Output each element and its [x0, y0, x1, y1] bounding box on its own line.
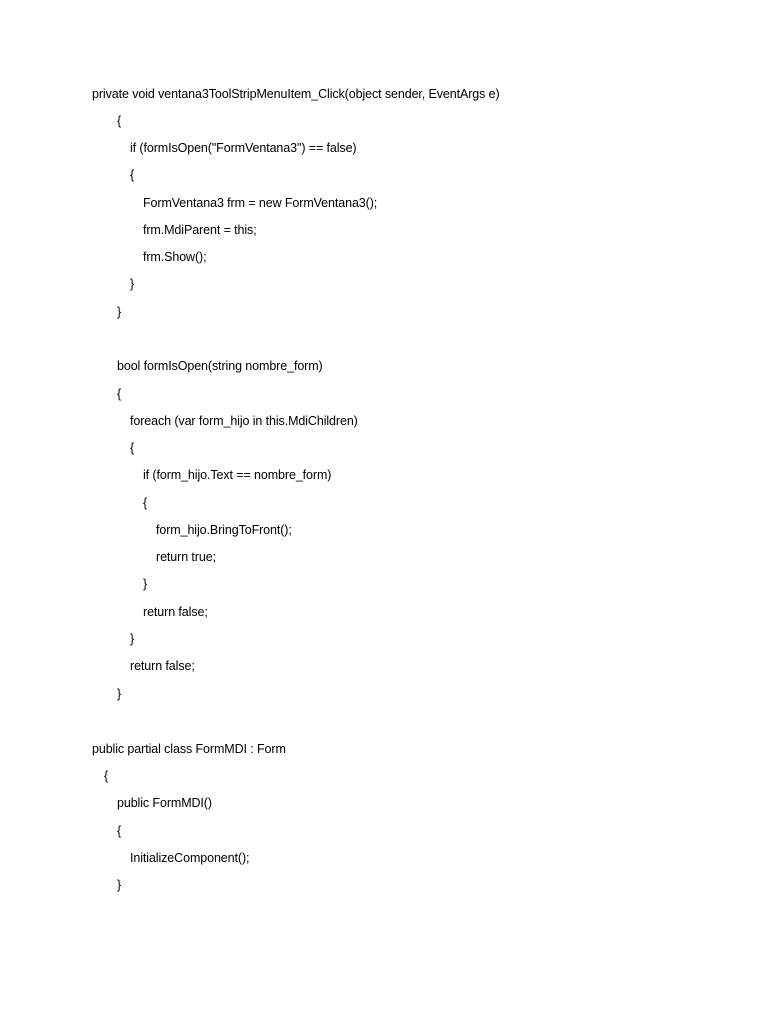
code-line-return-true: return true; — [156, 550, 216, 564]
code-line-open-brace: { — [130, 441, 135, 455]
code-line-open-brace: { — [143, 496, 148, 510]
code-line-close-brace: } — [117, 305, 122, 319]
code-line-open-brace: { — [117, 387, 122, 401]
code-line-constructor: public FormMDI() — [117, 796, 212, 810]
code-line-close-brace: } — [130, 277, 135, 291]
code-line-close-brace: } — [130, 632, 135, 646]
code-line-class-declaration: public partial class FormMDI : Form — [92, 742, 286, 756]
code-line-close-brace: } — [117, 687, 122, 701]
code-line-mdi-parent: frm.MdiParent = this; — [143, 223, 257, 237]
code-line-close-brace: } — [143, 577, 148, 591]
code-line-foreach: foreach (var form_hijo in this.MdiChildren) — [130, 414, 358, 428]
code-line-open-brace: { — [117, 114, 122, 128]
code-line-new-form: FormVentana3 frm = new FormVentana3(); — [143, 196, 378, 210]
code-line-form-is-open-signature: bool formIsOpen(string nombre_form) — [117, 359, 323, 373]
code-line-show: frm.Show(); — [143, 250, 207, 264]
code-line-close-brace: } — [117, 878, 122, 892]
code-line-return-false: return false; — [143, 605, 208, 619]
code-line-if-form-open: if (formIsOpen("FormVentana3") == false) — [130, 141, 357, 155]
code-line-open-brace: { — [130, 168, 135, 182]
code-line-return-false: return false; — [130, 659, 195, 673]
code-line-open-brace: { — [104, 769, 109, 783]
code-line-open-brace: { — [117, 824, 122, 838]
code-line-if-text-match: if (form_hijo.Text == nombre_form) — [143, 468, 332, 482]
code-line-method-signature: private void ventana3ToolStripMenuItem_Click(object sender, EventArgs e) — [92, 87, 500, 101]
code-line-initialize-component: InitializeComponent(); — [130, 851, 250, 865]
code-line-bring-to-front: form_hijo.BringToFront(); — [156, 523, 292, 537]
